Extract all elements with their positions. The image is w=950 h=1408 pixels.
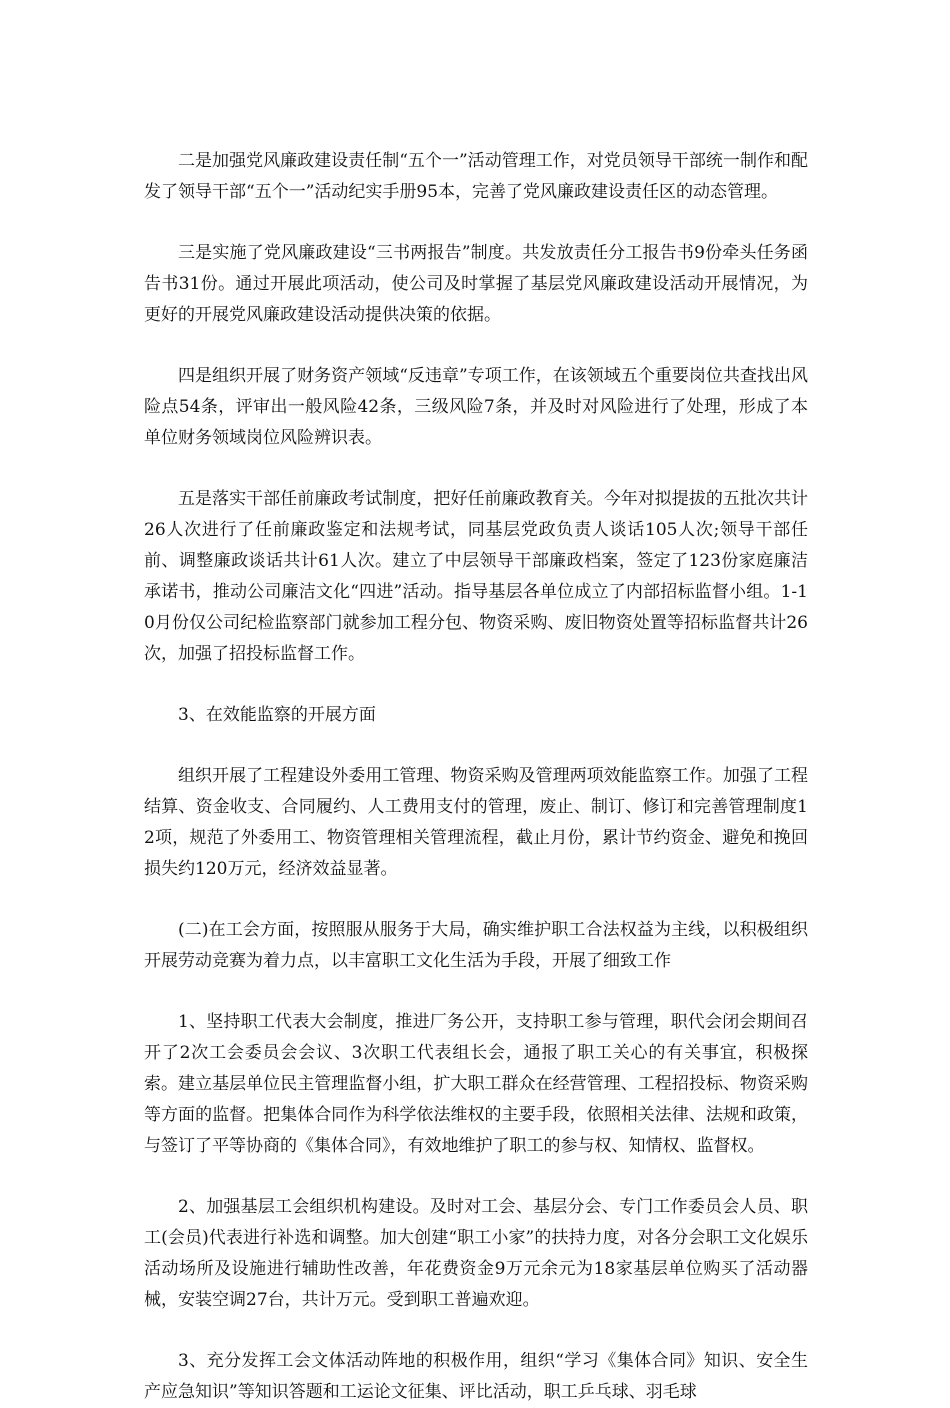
paragraph-workers-congress: 1、坚持职工代表大会制度，推进厂务公开，支持职工参与管理，职代会闭会期间召开了2次工会委员会会议、3次职工代表组长会，通报了职工关心的有关事宜，积极探索。建立基层单位民主管理监督小组，扩大职工群众在经营管理、工程招投标、物资采购等方面的监督。把集体合同作为科学依法维权的主要手段，依照相关法律、法规和政策，与签订了平等协商的《集体合同》，有效地维护了职工的参与权、知情权、监督权。 xyxy=(144,1012,808,1156)
paragraph-anti-violation-finance: 四是组织开展了财务资产领域“反违章”专项工作，在该领域五个重要岗位共查找出风险点54条，评审出一般风险42条，三级风险7条，并及时对风险进行了处理，形成了本单位财务领域岗位风险辨识表。 xyxy=(144,366,808,448)
paragraph-responsibility-system: 二是加强党风廉政建设责任制“五个一”活动管理工作，对党员领导干部统一制作和配发了领导干部“五个一”活动纪实手册95本，完善了党风廉政建设责任区的动态管理。 xyxy=(144,151,808,202)
paragraph-trade-union-overview: (二)在工会方面，按照服从服务于大局，确实维护职工合法权益为主线，以积极组织开展劳动竞赛为着力点，以丰富职工文化生活为手段，开展了细致工作 xyxy=(144,920,808,971)
paragraph-three-books-two-reports: 三是实施了党风廉政建设“三书两报告”制度。共发放责任分工报告书9份牵头任务函告书31份。通过开展此项活动，使公司及时掌握了基层党风廉政建设活动开展情况，为更好的开展党风廉政建设活动提供决策的依据。 xyxy=(144,243,808,325)
section-heading-efficiency-supervision: 3、在效能监察的开展方面 xyxy=(178,705,376,725)
paragraph-cultural-activities: 3、充分发挥工会文体活动阵地的积极作用，组织“学习《集体合同》知识、安全生产应急知识”等知识答题和工运论文征集、评比活动，职工乒乓球、羽毛球 xyxy=(144,1351,808,1402)
document-body xyxy=(144,146,808,1408)
paragraph-efficiency-supervision: 组织开展了工程建设外委用工管理、物资采购及管理两项效能监察工作。加强了工程结算、资金收支、合同履约、人工费用支付的管理，废止、制订、修订和完善管理制度12项，规范了外委用工、物资管理相关管理流程，截止月份，累计节约资金、避免和挽回损失约120万元，经济效益显著。 xyxy=(144,766,808,879)
paragraph-pre-appointment-exam: 五是落实干部任前廉政考试制度，把好任前廉政教育关。今年对拟提拔的五批次共计26人次进行了任前廉政鉴定和法规考试，同基层党政负责人谈话105人次;领导干部任前、调整廉政谈话共计61人次。建立了中层领导干部廉政档案，签定了123份家庭廉洁承诺书，推动公司廉洁文化“四进”活动。指导基层各单位成立了内部招标监督小组。1-10月份仅公司纪检监察部门就参加工程分包、物资采购、废旧物资处置等招标监督共计26次，加强了招投标监督工作。 xyxy=(144,489,808,664)
paragraph-union-organization: 2、加强基层工会组织机构建设。及时对工会、基层分会、专门工作委员会人员、职工(会员)代表进行补选和调整。加大创建“职工小家”的扶持力度，对各分会职工文化娱乐活动场所及设施进行辅助性改善，年花费资金9万元余元为18家基层单位购买了活动器械，安装空调27台，共计万元。受到职工普遍欢迎。 xyxy=(144,1197,808,1310)
